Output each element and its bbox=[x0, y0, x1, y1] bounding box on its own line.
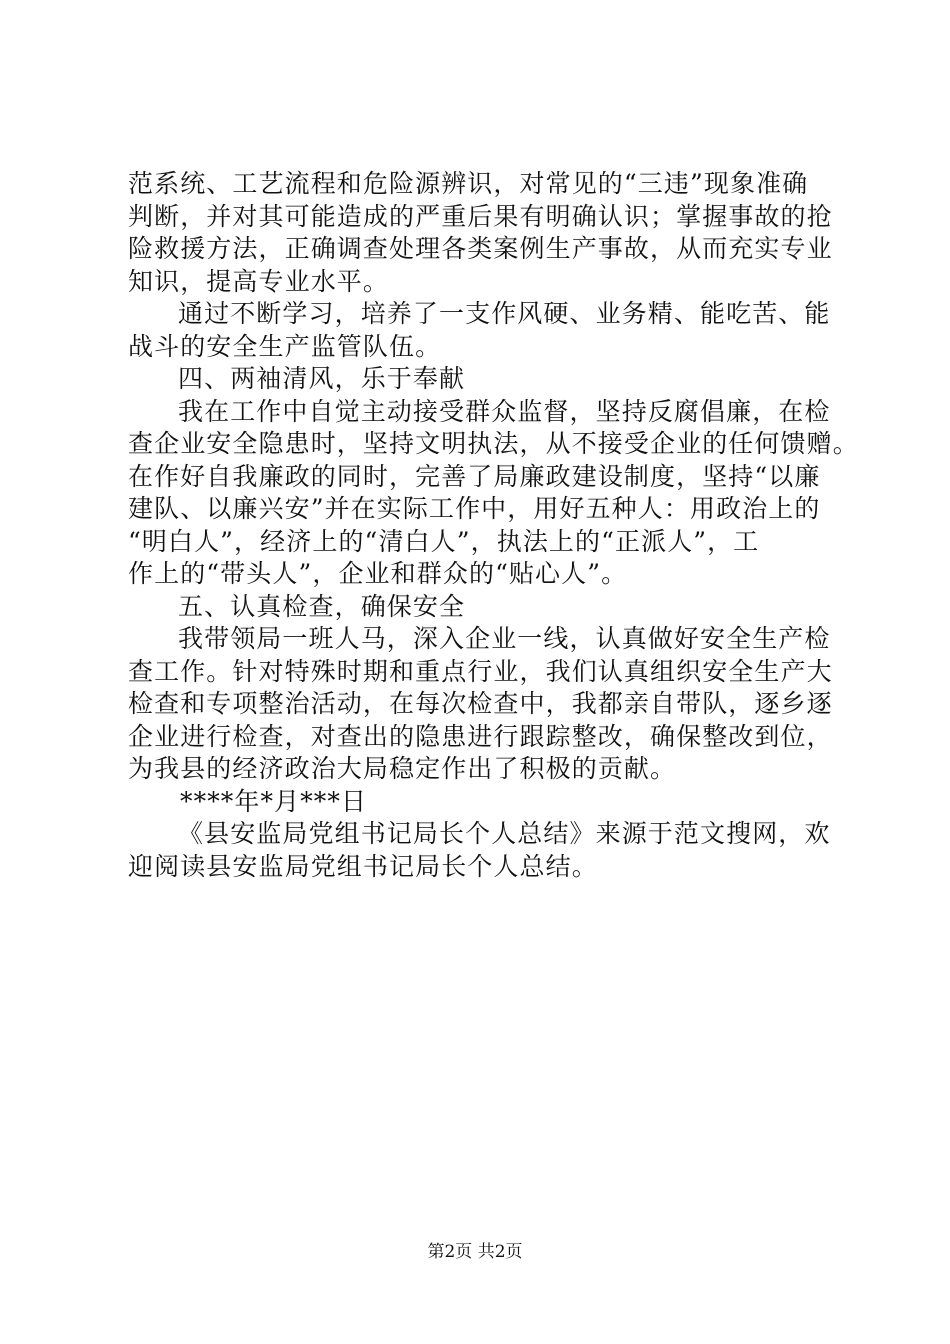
text-line: 检查和专项整治活动，在每次检查中，我都亲自带队，逐乡逐 bbox=[128, 689, 833, 718]
document-body bbox=[128, 168, 859, 883]
text-line: 企业进行检查，对查出的隐患进行跟踪整改，确保整改到位， bbox=[128, 721, 833, 751]
text-line: 范系统、工艺流程和危险源辨识，对常见的“三违”现象准确 bbox=[128, 169, 809, 198]
text-line: 战斗的安全生产监管队伍。 bbox=[128, 331, 442, 361]
text-line: 《县安监局党组书记局长个人总结》来源于范文搜网，欢 bbox=[178, 819, 831, 848]
text-line: 我带领局一班人马，深入企业一线，认真做好安全生产检 bbox=[178, 624, 831, 653]
text-line: 作上的“带头人”，企业和群众的“贴心人”。 bbox=[128, 559, 628, 588]
text-line: 险救援方法，正确调查处理各类案例生产事故，从而充实专业 bbox=[128, 234, 833, 263]
text-line: 查工作。针对特殊时期和重点行业，我们认真组织安全生产大 bbox=[128, 656, 833, 686]
section-heading: 五、认真检查，确保安全 bbox=[178, 591, 466, 621]
date-line: ****年*月***日 bbox=[180, 786, 368, 816]
text-line: “明白人”，经济上的“清白人”，执法上的“正派人”，工 bbox=[128, 526, 760, 556]
text-line: 建队、以廉兴安”并在实际工作中，用好五种人：用政治上的 bbox=[128, 494, 821, 523]
text-line: 通过不断学习，培养了一支作风硬、业务精、能吃苦、能 bbox=[178, 299, 831, 328]
text-line: 迎阅读县安监局党组书记局长个人总结。 bbox=[128, 851, 598, 881]
text-line: 在作好自我廉政的同时，完善了局廉政建设制度，坚持“以廉 bbox=[128, 461, 821, 491]
text-line: 判断，并对其可能造成的严重后果有明确认识；掌握事故的抢 bbox=[128, 201, 833, 231]
page-number-footer: 第2页 共2页 bbox=[427, 1242, 523, 1262]
text-line: 我在工作中自觉主动接受群众监督，坚持反腐倡廉，在检 bbox=[178, 396, 831, 426]
text-line: 知识，提高专业水平。 bbox=[128, 266, 390, 296]
text-line: 为我县的经济政治大局稳定作出了积极的贡献。 bbox=[128, 754, 677, 783]
section-heading: 四、两袖清风，乐于奉献 bbox=[178, 364, 466, 393]
text-line: 查企业安全隐患时，坚持文明执法，从不接受企业的任何馈赠。 bbox=[128, 429, 859, 458]
